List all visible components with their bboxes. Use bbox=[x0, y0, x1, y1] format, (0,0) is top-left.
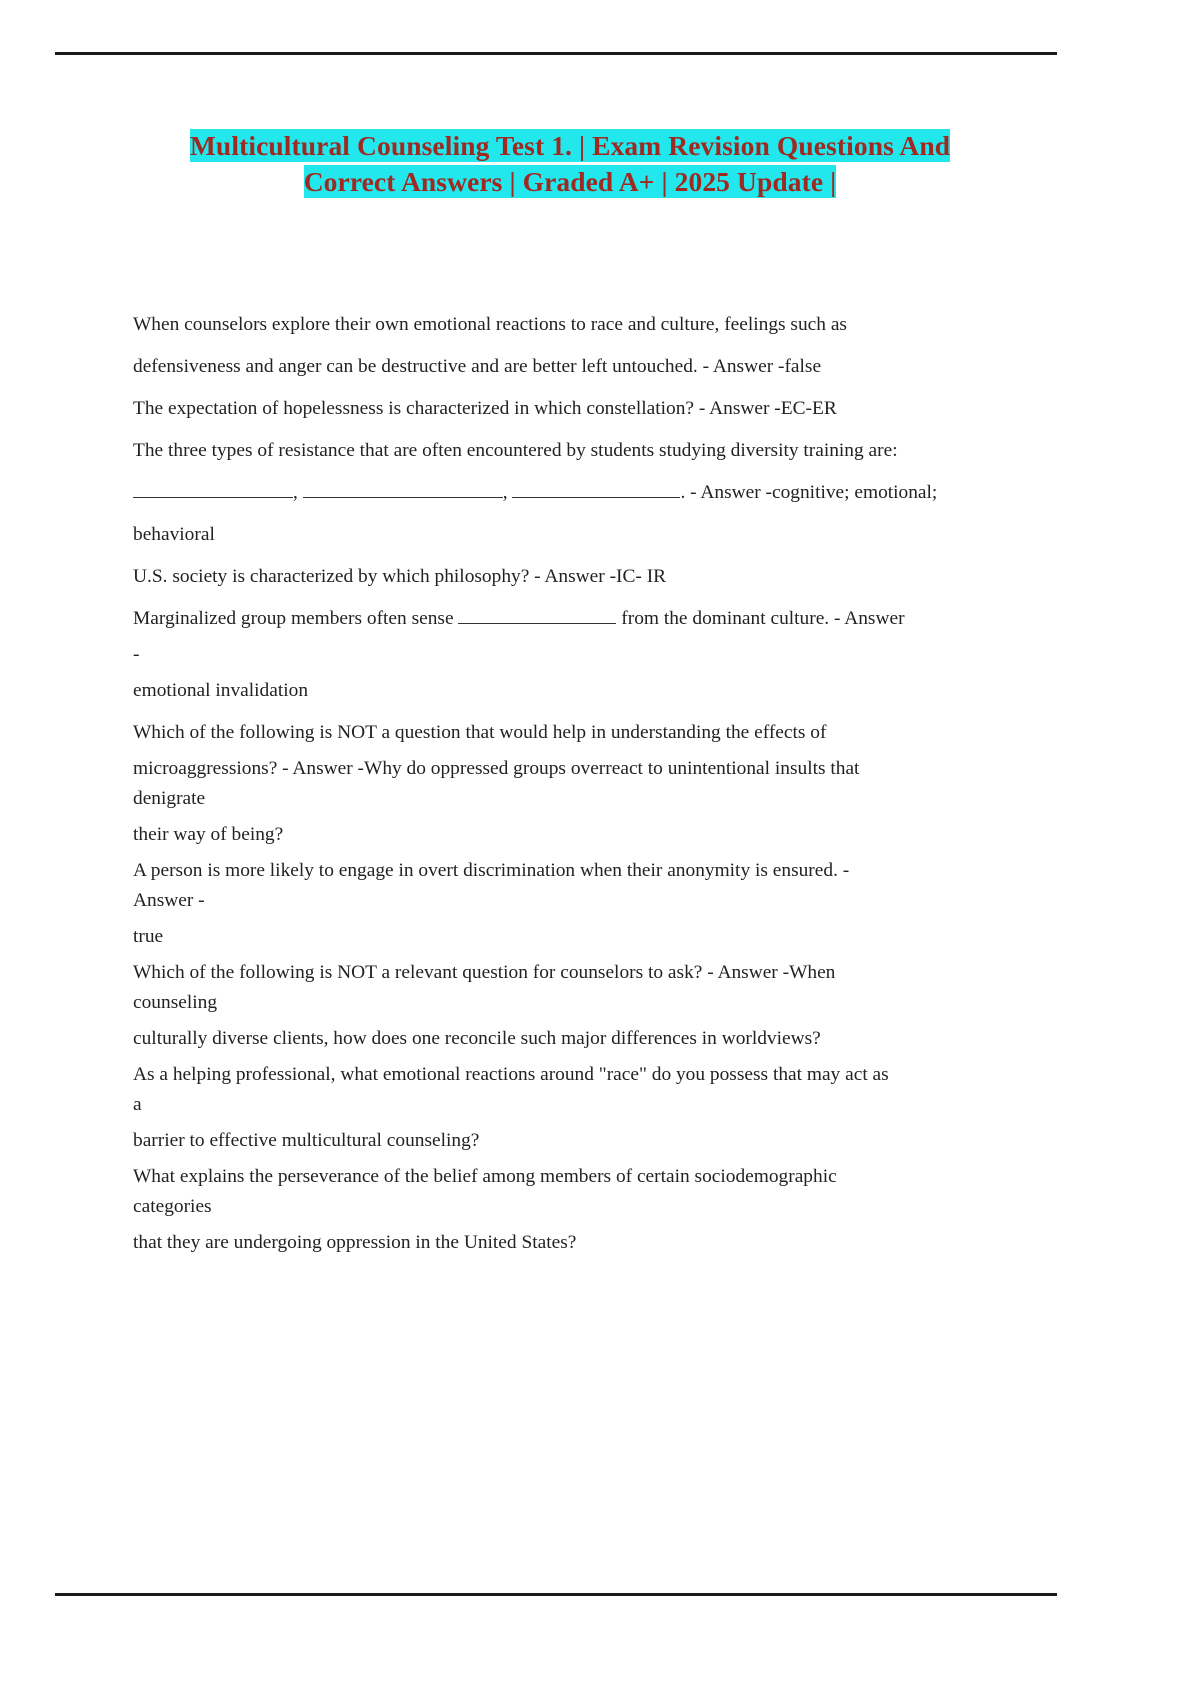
qa-item-9-continued bbox=[133, 1120, 1007, 1162]
document-content bbox=[133, 128, 1007, 1264]
qa-item-7 bbox=[133, 856, 1007, 916]
page-bottom-rule bbox=[55, 1593, 1057, 1596]
qa-item-6-line-3: denigrate bbox=[133, 788, 206, 809]
qa-item-6 bbox=[133, 712, 1007, 754]
qa-item-5-line-2: - bbox=[133, 644, 140, 665]
qa-item-1-line-1: When counselors explore their own emotional reactions to race and culture, feelings such as bbox=[133, 314, 847, 335]
qa-item-2 bbox=[133, 388, 1007, 430]
qa-item-6-line-4: their way of being? bbox=[133, 824, 284, 845]
qa-item-1 bbox=[133, 304, 1007, 388]
qa-item-3-line-3: behavioral bbox=[133, 524, 215, 545]
qa-item-4-line-1: U.S. society is characterized by which philosophy? - Answer -IC- IR bbox=[133, 566, 667, 587]
qa-item-9-line-3: barrier to effective multicultural counseling? bbox=[133, 1130, 480, 1151]
qa-item-5-line-1-post: from the dominant culture. - Answer bbox=[621, 608, 905, 629]
qa-item-10 bbox=[133, 1162, 1007, 1222]
qa-item-3 bbox=[133, 430, 1007, 556]
qa-item-7-line-3: true bbox=[133, 926, 164, 947]
qa-item-6-continued bbox=[133, 814, 1007, 856]
qa-item-10-line-3: that they are undergoing oppression in the United States? bbox=[133, 1232, 577, 1253]
qa-item-5-answer bbox=[133, 670, 1007, 712]
question-answer-list bbox=[133, 304, 1007, 1264]
qa-item-5 bbox=[133, 598, 1007, 640]
qa-item-9-line-2: a bbox=[133, 1094, 142, 1115]
qa-item-8-line-1: Which of the following is NOT a relevant question for counselors to ask? - Answer -When bbox=[133, 962, 836, 983]
qa-item-10-line-1: What explains the perseverance of the belief among members of certain sociodemographic bbox=[133, 1166, 837, 1187]
qa-item-7-line-1: A person is more likely to engage in overt discrimination when their anonymity is ensured. - bbox=[133, 860, 850, 881]
qa-item-8-continued bbox=[133, 1018, 1007, 1060]
qa-item-8-line-2: counseling bbox=[133, 992, 218, 1013]
qa-item-9 bbox=[133, 1060, 1007, 1120]
qa-item-5-line-3: emotional invalidation bbox=[133, 680, 309, 701]
fill-in-blank-1 bbox=[133, 482, 293, 498]
qa-item-1-line-2: defensiveness and anger can be destructive and are better left untouched. - Answer -false bbox=[133, 356, 822, 377]
page-title-line-2: Correct Answers | Graded A+ | 2025 Update | bbox=[303, 166, 837, 197]
qa-item-8-line-3: culturally diverse clients, how does one reconcile such major differences in worldviews? bbox=[133, 1028, 821, 1049]
fill-in-blank-2 bbox=[303, 482, 503, 498]
fill-in-blank-3 bbox=[512, 482, 680, 498]
qa-item-3-sep-1: , bbox=[293, 482, 298, 503]
qa-item-5-line-1-pre: Marginalized group members often sense bbox=[133, 608, 454, 629]
qa-item-9-line-1: As a helping professional, what emotional reactions around "race" do you possess that may act as bbox=[133, 1064, 889, 1085]
qa-item-6-answer bbox=[133, 754, 1007, 814]
qa-item-2-line-1: The expectation of hopelessness is characterized in which constellation? - Answer -EC-ER bbox=[133, 398, 837, 419]
qa-item-7-answer bbox=[133, 916, 1007, 958]
qa-item-6-line-1: Which of the following is NOT a question that would help in understanding the effects of bbox=[133, 722, 827, 743]
qa-item-10-line-2: categories bbox=[133, 1196, 212, 1217]
qa-item-3-answer: . - Answer -cognitive; emotional; bbox=[680, 482, 938, 503]
qa-item-8 bbox=[133, 958, 1007, 1018]
page-title bbox=[133, 128, 1007, 200]
qa-item-6-line-2: microaggressions? - Answer -Why do oppressed groups overreact to unintentional insults that bbox=[133, 758, 860, 779]
page-top-rule bbox=[55, 52, 1057, 55]
qa-item-10-continued bbox=[133, 1222, 1007, 1264]
qa-item-5-dash bbox=[133, 640, 1007, 670]
qa-item-4 bbox=[133, 556, 1007, 598]
qa-item-7-line-2: Answer - bbox=[133, 890, 205, 911]
qa-item-3-sep-2: , bbox=[502, 482, 508, 503]
fill-in-blank-4 bbox=[458, 608, 616, 624]
qa-item-3-line-1: The three types of resistance that are often encountered by students studying diversity training are: bbox=[133, 440, 898, 461]
page-title-line-1: Multicultural Counseling Test 1. | Exam Revision Questions And bbox=[189, 130, 951, 161]
